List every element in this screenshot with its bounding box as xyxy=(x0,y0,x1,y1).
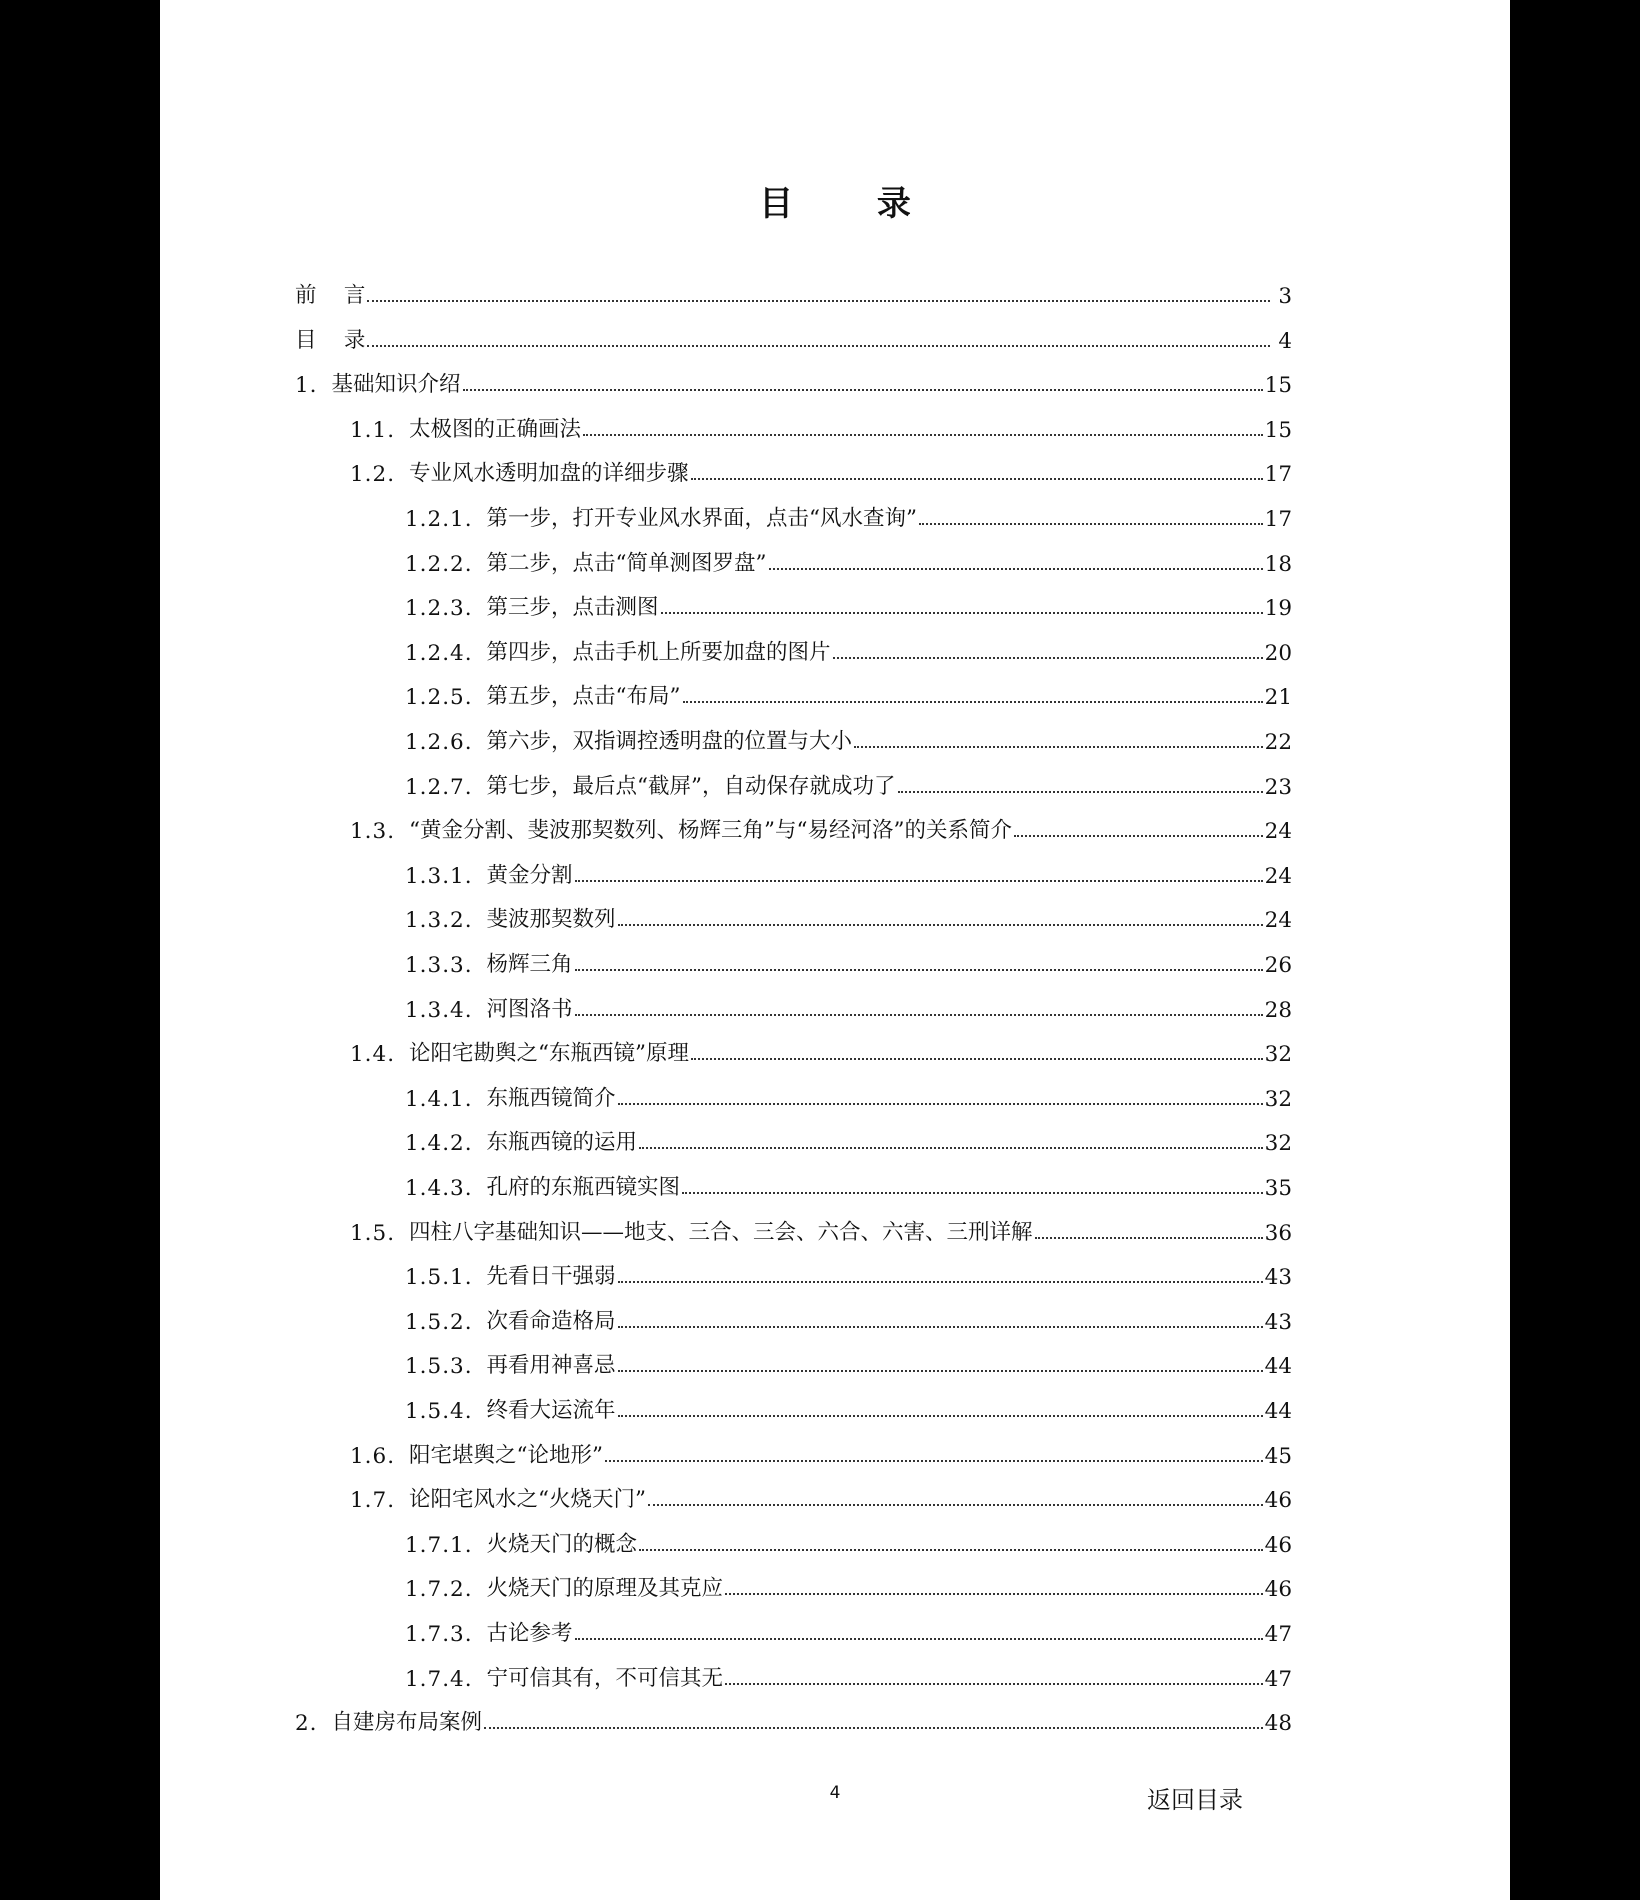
toc-entry-page: 32 xyxy=(1264,1131,1292,1157)
toc-entry-title: 论阳宅风水之“火烧天门” xyxy=(409,1487,647,1513)
toc-leader-dots xyxy=(769,568,1263,570)
toc-entry-title: 论阳宅勘舆之“东瓶西镜”原理 xyxy=(409,1041,690,1067)
toc-entry-page: 44 xyxy=(1264,1354,1292,1380)
toc-entry-number: 2. xyxy=(295,1711,318,1737)
toc-entry-title: 专业风水透明加盘的详细步骤 xyxy=(409,461,689,487)
toc-entry-title: 第六步，双指调控透明盘的位置与大小 xyxy=(486,729,853,754)
toc-entry[interactable] xyxy=(295,275,1292,309)
toc-leader-dots xyxy=(618,1326,1263,1328)
toc-leader-dots xyxy=(575,1014,1263,1016)
toc-leader-dots xyxy=(898,791,1263,793)
toc-entry-page: 19 xyxy=(1264,596,1292,622)
toc-entry-number: 1.5.2. xyxy=(405,1309,473,1335)
toc-leader-dots xyxy=(639,1549,1263,1551)
toc-leader-dots xyxy=(618,924,1263,926)
toc-entry-title: 第五步，点击“布局” xyxy=(486,684,681,710)
toc-entry[interactable] xyxy=(295,320,1292,354)
toc-leader-dots xyxy=(661,612,1263,614)
toc-entry[interactable] xyxy=(405,766,1292,800)
toc-entry-number: 1.4.2. xyxy=(405,1131,473,1157)
toc-entry[interactable] xyxy=(350,810,1292,844)
toc-entry-title: 第二步，点击“简单测图罗盘” xyxy=(486,550,767,576)
toc-entry[interactable] xyxy=(405,1390,1292,1424)
toc-leader-dots xyxy=(639,1147,1263,1149)
toc-leader-dots xyxy=(854,746,1263,748)
back-to-toc-link[interactable]: 返回目录 xyxy=(1147,1786,1243,1814)
toc-entry-title: 基础知识介绍 xyxy=(331,372,461,398)
toc-entry-title: 目 录 xyxy=(295,327,366,353)
toc-leader-dots xyxy=(618,1370,1263,1372)
toc-entry-number: 1.7.1. xyxy=(405,1532,473,1558)
toc-entry-number: 1.4. xyxy=(350,1042,396,1068)
toc-entry[interactable] xyxy=(405,1524,1292,1558)
toc-entry-number: 1.2. xyxy=(350,462,396,488)
toc-entry-number: 1.2.4. xyxy=(405,640,473,666)
toc-entry-title: 前 言 xyxy=(295,283,366,308)
toc-entry[interactable] xyxy=(405,498,1292,532)
toc-entry[interactable] xyxy=(405,944,1292,978)
toc-leader-dots xyxy=(367,345,1270,347)
toc-leader-dots xyxy=(575,880,1263,882)
toc-entry-number: 1.5.4. xyxy=(405,1399,473,1424)
toc-entry-number: 1.3.4. xyxy=(405,997,473,1023)
toc-entry-title: 古论参考 xyxy=(486,1621,573,1646)
toc-leader-dots xyxy=(618,1415,1263,1417)
toc-entry-number: 1.2.2. xyxy=(405,551,473,577)
page-title: 目 录 xyxy=(759,184,947,224)
toc-entry-number: 1.2.5. xyxy=(405,685,473,711)
toc-entry-page: 24 xyxy=(1264,908,1292,934)
toc-entry[interactable] xyxy=(405,676,1292,710)
toc-entry-number: 1.2.7. xyxy=(405,774,473,800)
toc-entry-page: 15 xyxy=(1264,373,1292,399)
toc-entry[interactable] xyxy=(405,632,1292,666)
toc-leader-dots xyxy=(919,523,1263,525)
toc-entry-number: 1.2.6. xyxy=(405,730,473,755)
toc-entry-page: 48 xyxy=(1264,1711,1292,1737)
toc-entry-page: 24 xyxy=(1264,819,1292,845)
toc-leader-dots xyxy=(1035,1237,1263,1239)
toc-entry-title: 第四步，点击手机上所要加盘的图片 xyxy=(486,639,831,665)
toc-entry-number: 1.6. xyxy=(350,1443,396,1469)
toc-entry-title: 阳宅堪舆之“论地形” xyxy=(409,1442,604,1468)
toc-entry-number: 1. xyxy=(295,373,318,399)
toc-entry-page: 43 xyxy=(1264,1309,1292,1335)
toc-entry-page: 18 xyxy=(1264,551,1292,577)
toc-entry-page: 46 xyxy=(1264,1577,1292,1603)
toc-entry-page: 26 xyxy=(1264,953,1292,978)
toc-leader-dots xyxy=(648,1504,1263,1506)
toc-entry-page: 32 xyxy=(1264,1042,1292,1068)
toc-entry-number: 1.5. xyxy=(350,1220,396,1246)
toc-entry-title: 第七步，最后点“截屏”，自动保存就成功了 xyxy=(486,773,896,799)
toc-entry[interactable] xyxy=(405,1658,1292,1692)
toc-entry-page: 44 xyxy=(1264,1399,1292,1424)
toc-entry-page: 21 xyxy=(1264,685,1292,711)
toc-entry[interactable] xyxy=(295,1702,1292,1736)
toc-entry-number: 1.4.1. xyxy=(405,1086,473,1112)
toc-entry-page: 45 xyxy=(1264,1443,1292,1469)
toc-leader-dots xyxy=(575,969,1263,971)
toc-entry[interactable] xyxy=(405,1568,1292,1602)
toc-entry-page: 32 xyxy=(1264,1086,1292,1112)
toc-leader-dots xyxy=(691,1058,1263,1060)
toc-entry-title: 第三步，点击测图 xyxy=(486,595,659,621)
toc-entry-number: 1.3.2. xyxy=(405,908,473,934)
toc-entry[interactable] xyxy=(405,721,1292,755)
toc-entry-title: 东瓶西镜的运用 xyxy=(486,1130,638,1156)
toc-leader-dots xyxy=(618,1103,1263,1105)
toc-entry[interactable] xyxy=(405,587,1292,621)
toc-leader-dots xyxy=(1014,835,1263,837)
toc-entry[interactable] xyxy=(405,543,1292,577)
toc-entry-page: 17 xyxy=(1264,507,1292,532)
toc-entry-title: 再看用神喜忌 xyxy=(486,1353,616,1379)
toc-leader-dots xyxy=(575,1638,1263,1640)
toc-entry-title: 杨辉三角 xyxy=(486,952,573,977)
toc-entry[interactable] xyxy=(405,899,1292,933)
toc-entry-number: 1.4.3. xyxy=(405,1176,473,1201)
toc-entry-page: 22 xyxy=(1264,730,1292,755)
toc-leader-dots xyxy=(367,300,1270,302)
toc-entry-page: 17 xyxy=(1264,462,1292,488)
toc-entry-title: 宁可信其有，不可信其无 xyxy=(486,1665,724,1691)
toc-entry[interactable] xyxy=(405,1613,1292,1647)
toc-entry[interactable] xyxy=(405,1078,1292,1112)
toc-entry-number: 1.7. xyxy=(350,1488,396,1514)
toc-leader-dots xyxy=(691,478,1263,480)
toc-entry[interactable] xyxy=(405,1167,1292,1201)
toc-entry-title: 河图洛书 xyxy=(486,996,573,1022)
toc-entry-page: 35 xyxy=(1264,1176,1292,1201)
toc-entry-title: 第一步，打开专业风水界面，点击“风水查询” xyxy=(486,506,918,531)
toc-leader-dots xyxy=(833,657,1263,659)
toc-entry-page: 15 xyxy=(1264,417,1292,443)
toc-entry-number: 1.7.2. xyxy=(405,1577,473,1603)
toc-entry-page: 43 xyxy=(1264,1265,1292,1291)
toc-entry-page: 28 xyxy=(1264,997,1292,1023)
toc-entry[interactable] xyxy=(405,1301,1292,1335)
toc-entry-title: 自建房布局案例 xyxy=(331,1710,483,1736)
toc-entry[interactable] xyxy=(350,1033,1292,1067)
toc-entry-number: 1.5.3. xyxy=(405,1354,473,1380)
toc-entry-number: 1.2.1. xyxy=(405,507,473,532)
toc-entry-number: 1.7.3. xyxy=(405,1622,473,1647)
toc-entry-page: 36 xyxy=(1264,1220,1292,1246)
toc-entry[interactable] xyxy=(405,1122,1292,1156)
toc-entry-title: 太极图的正确画法 xyxy=(409,416,582,442)
toc-entry-number: 1.3.3. xyxy=(405,953,473,978)
toc-entry-number: 1.3.1. xyxy=(405,863,473,889)
toc-entry-number: 1.5.1. xyxy=(405,1265,473,1291)
toc-entry[interactable] xyxy=(350,1479,1292,1513)
toc-entry-page: 46 xyxy=(1264,1488,1292,1514)
toc-entry-number: 1.7.4. xyxy=(405,1666,473,1692)
page-number: 4 xyxy=(829,1783,841,1803)
toc-entry-page: 4 xyxy=(1278,328,1292,354)
toc-leader-dots xyxy=(618,1281,1263,1283)
toc-entry-title: 斐波那契数列 xyxy=(486,907,616,933)
toc-entry-page: 47 xyxy=(1264,1666,1292,1692)
toc-entry[interactable] xyxy=(405,1256,1292,1290)
toc-entry[interactable] xyxy=(405,855,1292,889)
document-page xyxy=(160,0,1510,1900)
toc-leader-dots xyxy=(463,389,1263,391)
toc-leader-dots xyxy=(725,1593,1263,1595)
toc-leader-dots xyxy=(583,434,1263,436)
toc-entry[interactable] xyxy=(405,989,1292,1023)
toc-entry[interactable] xyxy=(350,1435,1292,1469)
toc-entry[interactable] xyxy=(350,453,1292,487)
toc-leader-dots xyxy=(605,1460,1263,1462)
toc-entry-title: 火烧天门的概念 xyxy=(486,1531,638,1557)
toc-entry-title: 终看大运流年 xyxy=(486,1398,616,1423)
toc-entry-title: 东瓶西镜简介 xyxy=(486,1085,616,1111)
toc-entry-title: “黄金分割、斐波那契数列、杨辉三角”与“易经河洛”的关系简介 xyxy=(409,818,1012,844)
toc-entry-page: 3 xyxy=(1278,284,1292,309)
toc-entry-page: 24 xyxy=(1264,863,1292,889)
toc-leader-dots xyxy=(725,1683,1263,1685)
toc-entry-page: 46 xyxy=(1264,1532,1292,1558)
toc-entry-title: 先看日干强弱 xyxy=(486,1264,616,1290)
toc-entry-page: 20 xyxy=(1264,640,1292,666)
toc-entry-page: 47 xyxy=(1264,1622,1292,1647)
toc-entry-title: 黄金分割 xyxy=(486,862,573,888)
toc-entry-number: 1.1. xyxy=(350,417,396,443)
toc-entry[interactable] xyxy=(295,364,1292,398)
toc-entry-title: 孔府的东瓶西镜实图 xyxy=(486,1175,681,1200)
toc-entry[interactable] xyxy=(405,1345,1292,1379)
toc-entry[interactable] xyxy=(350,409,1292,443)
toc-entry-title: 四柱八字基础知识——地支、三合、三会、六合、六害、三刑详解 xyxy=(409,1219,1033,1245)
toc-leader-dots xyxy=(682,1192,1263,1194)
toc-entry-title: 火烧天门的原理及其克应 xyxy=(486,1576,724,1602)
toc-entry[interactable] xyxy=(350,1212,1292,1246)
toc-leader-dots xyxy=(484,1727,1263,1729)
toc-entry-title: 次看命造格局 xyxy=(486,1308,616,1334)
toc-entry-page: 23 xyxy=(1264,774,1292,800)
toc-leader-dots xyxy=(683,701,1263,703)
toc-entry-number: 1.2.3. xyxy=(405,596,473,622)
toc-entry-number: 1.3. xyxy=(350,819,396,845)
